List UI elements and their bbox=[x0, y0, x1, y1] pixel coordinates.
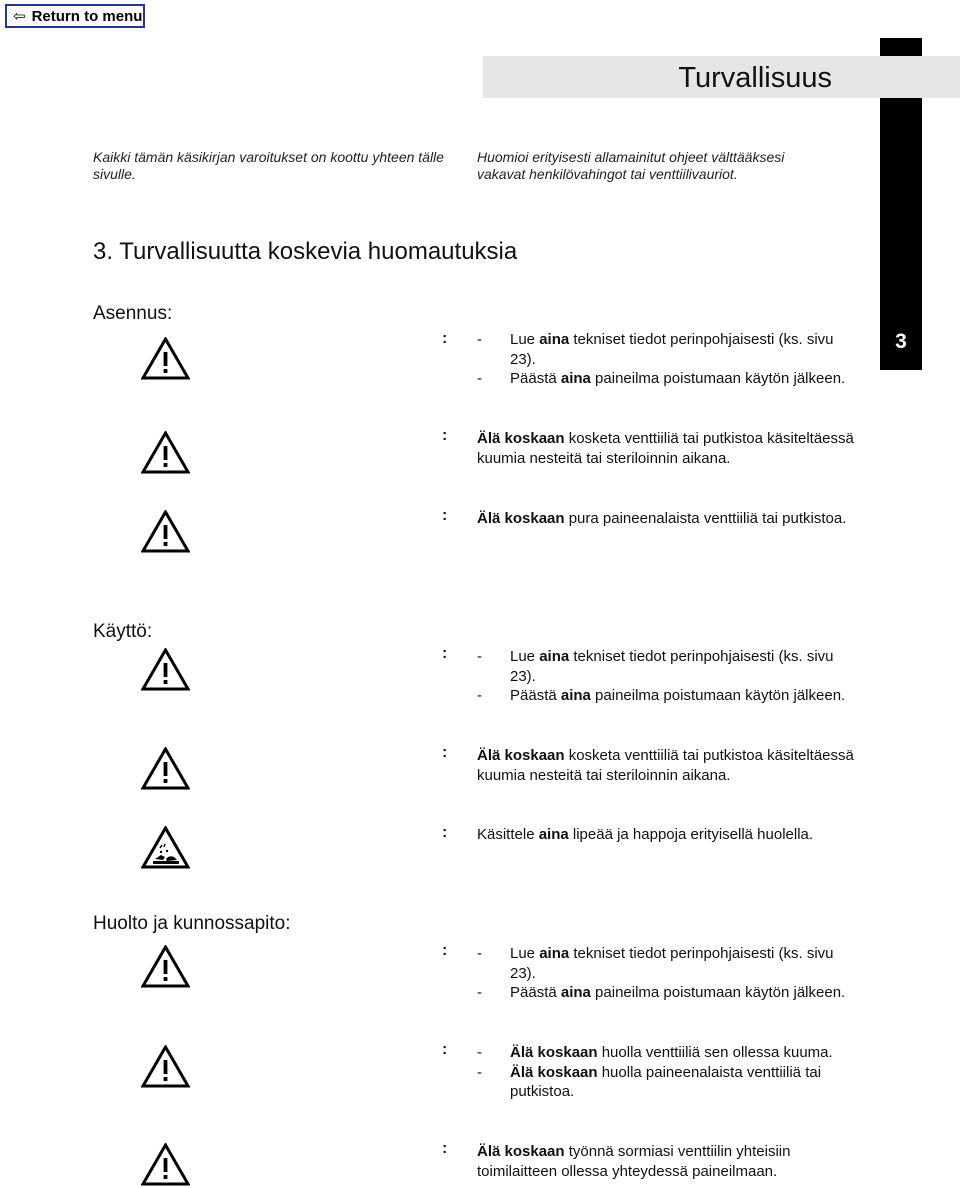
emphasis: Älä koskaan bbox=[477, 510, 565, 527]
warning-triangle-icon bbox=[141, 747, 190, 790]
emphasis: Älä koskaan bbox=[477, 747, 565, 764]
kaytto-warning-1 bbox=[477, 647, 857, 706]
emphasis: Älä koskaan bbox=[510, 1063, 598, 1081]
huolto-warning-3 bbox=[477, 1142, 857, 1181]
text-fragment: tekniset tiedot perinpohjaisesti (ks. sivu 23). bbox=[510, 648, 834, 685]
dash-mark: - bbox=[477, 648, 482, 665]
chapter-number: 3 bbox=[895, 330, 907, 353]
intro-left: Kaikki tämän käsikirjan varoitukset on koottu yhteen tälle sivulle. bbox=[93, 149, 444, 182]
emphasis: Älä koskaan bbox=[477, 1143, 565, 1160]
text-fragment: kosketa venttiiliä tai putkistoa käsiteltäessä kuumia nesteitä tai steriloinnin aikana. bbox=[477, 747, 854, 784]
chapter-tab-top bbox=[880, 38, 922, 56]
back-arrow-icon: ⇦ bbox=[13, 8, 26, 25]
emphasis: Älä koskaan bbox=[510, 1044, 598, 1061]
return-to-menu-button[interactable] bbox=[5, 4, 145, 28]
warning-triangle-icon bbox=[141, 337, 190, 380]
emphasis: aina bbox=[538, 826, 569, 843]
colon-mark: : bbox=[442, 824, 448, 841]
text-fragment: Käsittele bbox=[477, 826, 539, 843]
text-fragment: työnnä sormiasi venttiilin yhteisiin toimilaitteen ollessa yhteydessä paineilmaan. bbox=[477, 1143, 791, 1180]
kaytto-warning-3 bbox=[477, 825, 857, 845]
asennus-warning-3 bbox=[477, 509, 857, 529]
colon-mark: : bbox=[442, 1140, 448, 1157]
asennus-warning-1 bbox=[477, 330, 857, 389]
huolto-heading: Huolto ja kunnossapito: bbox=[93, 913, 291, 934]
dash-mark: - bbox=[477, 687, 482, 705]
text-fragment: pura paineenalaista venttiiliä tai putkistoa. bbox=[564, 510, 847, 527]
emphasis: Älä koskaan bbox=[477, 430, 565, 447]
asennus-warning-2 bbox=[477, 429, 857, 468]
emphasis: aina bbox=[560, 984, 591, 1002]
text-fragment: tekniset tiedot perinpohjaisesti (ks. sivu 23). bbox=[510, 331, 834, 368]
intro-right: Huomioi erityisesti allamainitut ohjeet välttääksesi vakavat henkilövahingot tai venttiilivauriot. bbox=[477, 149, 785, 182]
text-fragment: Päästä bbox=[510, 984, 561, 1002]
text-fragment: lipeää ja happoja erityisellä huolella. bbox=[568, 826, 814, 843]
return-to-menu-label: Return to menu bbox=[31, 7, 143, 25]
colon-mark: : bbox=[442, 744, 448, 761]
section-title: 3. Turvallisuutta koskevia huomautuksia bbox=[93, 238, 518, 265]
huolto-warning-1 bbox=[477, 944, 857, 1003]
warning-triangle-icon bbox=[141, 945, 190, 988]
text-fragment: Lue bbox=[510, 331, 540, 348]
text-fragment: paineilma poistumaan käytön jälkeen. bbox=[590, 370, 846, 388]
warning-triangle-icon bbox=[141, 648, 190, 691]
kaytto-warning-2 bbox=[477, 746, 857, 785]
emphasis: aina bbox=[539, 331, 570, 348]
colon-mark: : bbox=[442, 942, 448, 959]
colon-mark: : bbox=[442, 427, 448, 444]
emphasis: aina bbox=[539, 945, 570, 962]
warning-triangle-icon bbox=[141, 510, 190, 553]
text-fragment: kosketa venttiiliä tai putkistoa käsiteltäessä kuumia nesteitä tai steriloinnin aikana. bbox=[477, 430, 854, 467]
colon-mark: : bbox=[442, 1041, 448, 1058]
page-title: Turvallisuus bbox=[678, 62, 832, 94]
dash-mark: - bbox=[477, 1044, 482, 1061]
emphasis: aina bbox=[560, 370, 591, 388]
dash-mark: - bbox=[477, 984, 482, 1002]
warning-triangle-icon bbox=[141, 1143, 190, 1186]
text-fragment: huolla paineenalaista venttiiliä tai putkistoa. bbox=[510, 1063, 822, 1101]
dash-mark: - bbox=[477, 331, 482, 348]
kaytto-heading: Käyttö: bbox=[93, 621, 153, 642]
text-fragment: Päästä bbox=[510, 687, 561, 705]
asennus-heading: Asennus: bbox=[93, 303, 173, 324]
text-fragment: Lue bbox=[510, 945, 540, 962]
colon-mark: : bbox=[442, 330, 448, 347]
text-fragment: paineilma poistumaan käytön jälkeen. bbox=[590, 687, 846, 705]
warning-triangle-icon bbox=[141, 431, 190, 474]
dash-mark: - bbox=[477, 1063, 482, 1081]
dash-mark: - bbox=[477, 945, 482, 962]
text-fragment: paineilma poistumaan käytön jälkeen. bbox=[590, 984, 846, 1002]
text-fragment: huolla venttiiliä sen ollessa kuuma. bbox=[597, 1044, 833, 1061]
emphasis: aina bbox=[539, 648, 570, 665]
emphasis: aina bbox=[560, 687, 591, 705]
warning-triangle-icon bbox=[141, 1045, 190, 1088]
text-fragment: Lue bbox=[510, 648, 540, 665]
corrosive-hazard-icon bbox=[141, 826, 190, 869]
text-fragment: Päästä bbox=[510, 370, 561, 388]
colon-mark: : bbox=[442, 507, 448, 524]
colon-mark: : bbox=[442, 645, 448, 662]
dash-mark: - bbox=[477, 370, 482, 388]
huolto-warning-2 bbox=[477, 1043, 857, 1102]
text-fragment: tekniset tiedot perinpohjaisesti (ks. sivu 23). bbox=[510, 945, 834, 982]
